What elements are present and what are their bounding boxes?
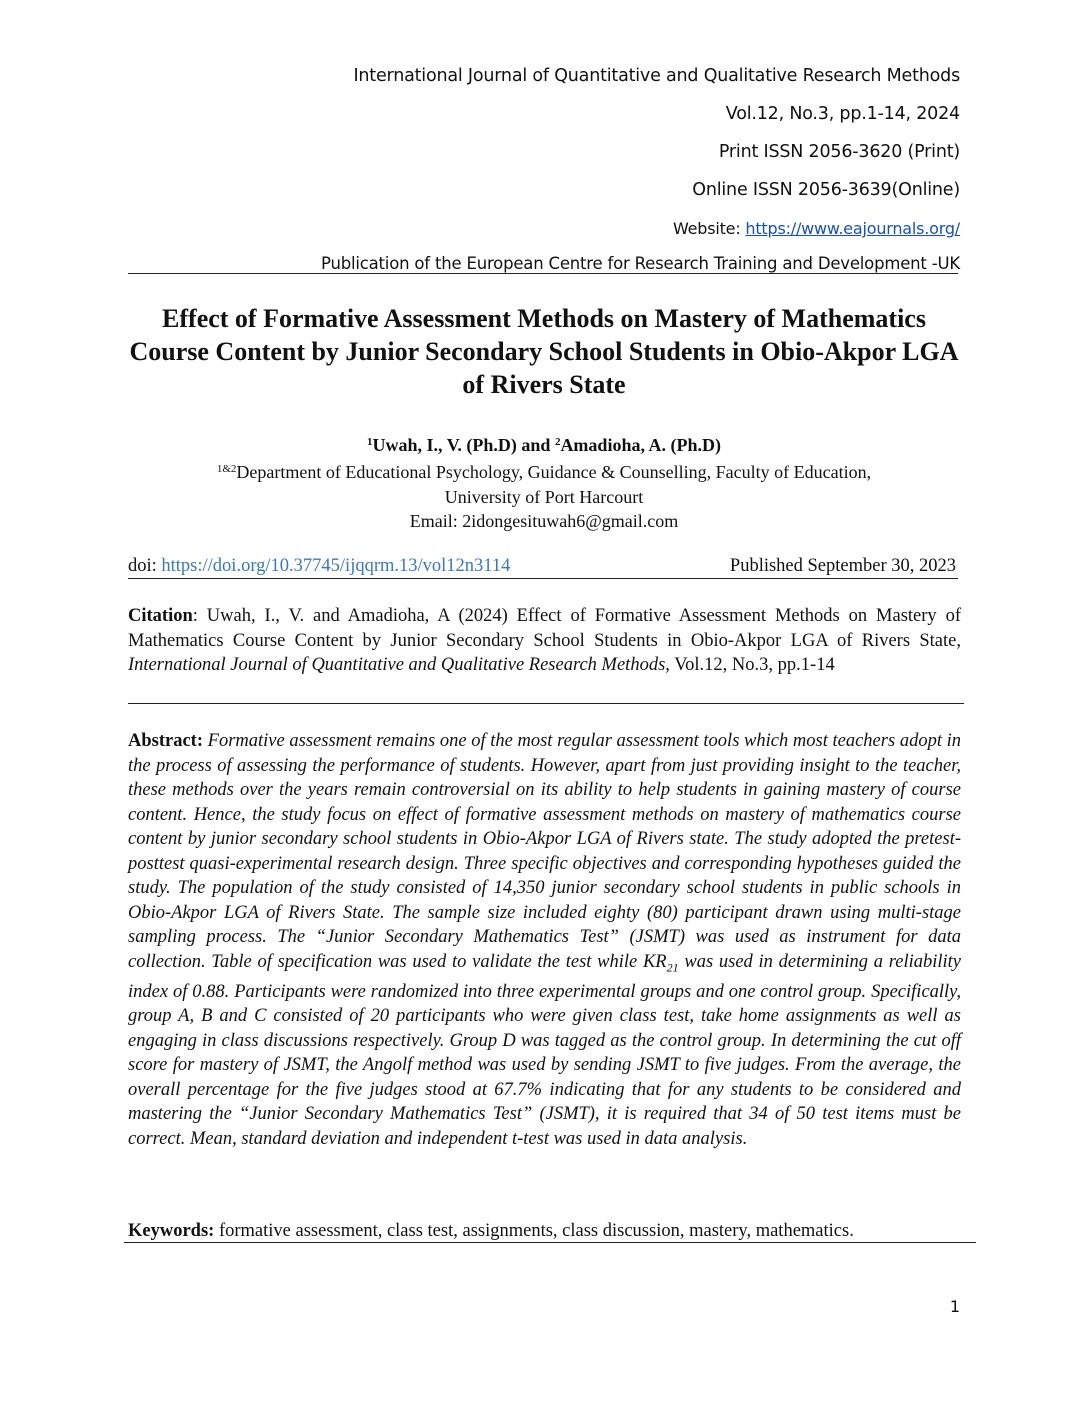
author2-name: Amadioha, A. (Ph.D) (560, 435, 721, 455)
keywords-text: formative assessment, class test, assignments, class discussion, mastery, mathematics. (214, 1221, 854, 1241)
doi-link[interactable]: https://doi.org/10.37745/ijqqrm.13/vol12n3114 (161, 556, 511, 576)
kr-subscript: 21 (666, 960, 679, 975)
volume-info: Vol.12, No.3, pp.1-14, 2024 (725, 104, 960, 124)
keywords-label: Keywords: (128, 1221, 215, 1241)
keywords (128, 1219, 968, 1243)
affiliation (128, 457, 960, 534)
article-title: Effect of Formative Assessment Methods on Mastery of Mathematics Course Content by Junior Secondary School Students in Obio-Akpor LGA of Rivers State (129, 304, 959, 399)
website-line (673, 219, 960, 238)
header-divider (128, 273, 958, 274)
citation: Citation: Uwah, I., V. and Amadioha, A (2024) Effect of Formative Assessment Methods on Mastery of Mathematics Course Content by Junior Secondary School Students in Obio-Akpor LGA of Rivers State, International Journal of Quantitative and Qualitative Research Methods, Vol.12, No.3, pp.1-14 (128, 606, 961, 675)
author1-name: Uwah, I., V. (Ph.D) and (372, 435, 555, 455)
author-email: Email: 2idongesituwah6@gmail.com (409, 511, 679, 531)
author2-superscript: 2 (554, 436, 561, 448)
author1-superscript: 1 (367, 436, 373, 448)
website-link[interactable]: https://www.eajournals.org/ (745, 219, 960, 238)
doi-row (128, 554, 960, 578)
abstract (128, 729, 961, 1151)
published-date: Published September 30, 2023 (729, 556, 956, 576)
abstract-label: Abstract: (128, 731, 204, 751)
affiliation-line-2: University of Port Harcourt (444, 486, 644, 507)
print-issn: Print ISSN 2056-3620 (Print) (718, 142, 960, 162)
authors-line (128, 431, 960, 456)
affiliation-line-1: $^{1\&2}$Department of Educational Psychology, Guidance & Counselling, Faculty of Education, (216, 462, 872, 482)
journal-name: International Journal of Quantitative and Qualitative Research Methods (353, 66, 960, 86)
online-issn: Online ISSN 2056-3639(Online) (692, 180, 960, 200)
citation-divider (128, 703, 964, 704)
doi-label: doi: (128, 556, 162, 576)
affiliation-superscript: 1&2 (216, 463, 237, 475)
citation-journal: International Journal of Quantitative and Qualitative Research Methods (128, 655, 666, 675)
doi-divider (128, 578, 958, 579)
abstract-body: Formative assessment remains one of the most regular assessment tools which most teachers adopt in the process of assessing the performance of students. However, apart from just providing insight to the teacher, these methods over the years remain controversial on its ability to help students in gaining mastery of course content. Hence, the study focus on effect of formative assessment methods on mastery of mathematics course content by junior secondary school students in Obio-Akpor LGA of Rivers state. The study adopted the pretest-posttest quasi-experimental research design. Three specific objectives and corresponding hypotheses guided the study. The population of the study consisted of 14,350 junior secondary school students in public schools in Obio-Akpor LGA of Rivers State. The sample size included eighty (80) participant drawn using multi-stage sampling process. The “Junior Secondary Mathematics Test” (JSMT) was used as instrument for data collection. Table of specification was used to validate the test while $KR_{21}$ was used in determining a reliability index of 0.88. Participants were randomized into three experimental groups and one control group. Specifically, group A, B and C consisted of 20 participants who were given class test, take home assignments as well as engaging in class discussions respectively. Group D was tagged as the control group. In determining the cut off score for mastery of JSMT, the Angolf method was used by sending JSMT to five judges. From the average, the overall percentage for the five judges stood at 67.7% indicating that for any students to be considered and mastering the “Junior Secondary Mathematics Test” (JSMT), it is required that 34 of 50 test items must be correct. Mean, standard deviation and independent t-test was used in data analysis. (128, 731, 961, 1149)
website-label: Website: (672, 219, 746, 238)
keywords-divider (124, 1242, 976, 1243)
publisher-line: Publication of the European Centre for Research Training and Development -UK (321, 254, 960, 273)
citation-label: Citation (128, 606, 193, 626)
page-number: 1 (949, 1297, 960, 1316)
